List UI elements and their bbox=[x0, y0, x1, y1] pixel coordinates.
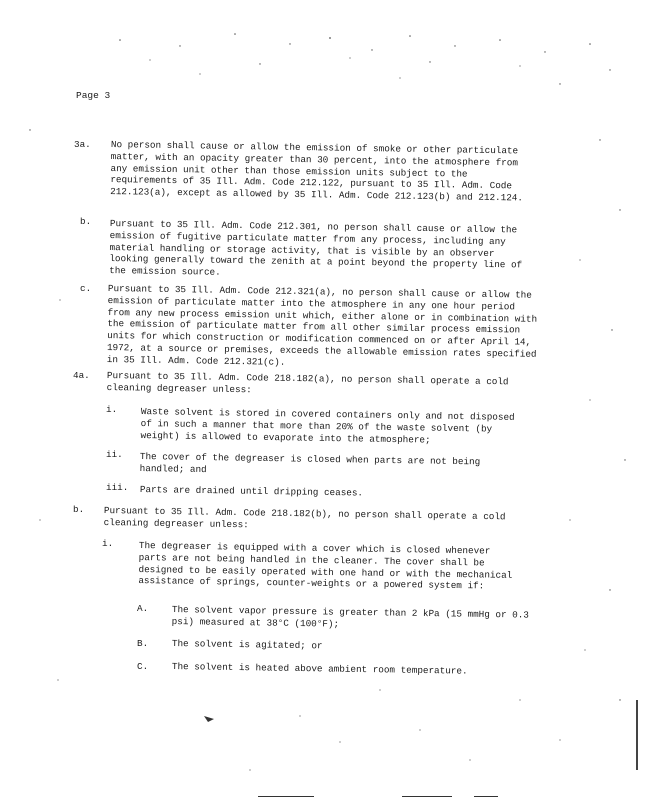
item-4a-i-label: i. bbox=[106, 404, 118, 415]
page-header: Page 3 bbox=[76, 90, 111, 101]
section-4a-label: 4a. bbox=[73, 370, 90, 381]
section-3b-text: Pursuant to 35 Ill. Adm. Code 212.301, no person shall cause or allow the emission of fugitive particulate matter from any process, including any material handling or storage activity, that is visible by an observer looking generally toward the zenith at a point beyond the property line of the emission source. bbox=[109, 218, 523, 278]
item-4a-iii-text: Parts are drained until dripping ceases. bbox=[139, 484, 364, 499]
section-3b-label: b. bbox=[80, 216, 92, 227]
subitem-B-label: B. bbox=[137, 638, 149, 649]
section-3c-text: Pursuant to 35 Ill. Adm. Code 212.321(a), no person shall cause or allow the emission of particulate matter into the atmosphere in any one hour period from any new process emission unit which, either alone or in combination with the emission of particulate matter from all other similar process emission units for which construction or modification commenced on or after April 14, 1972, at a source or premises, exceeds the allowable emission rates specified in 35 Ill. Adm. Code 212.321(c). bbox=[106, 283, 538, 368]
subitem-C-label: C. bbox=[137, 661, 149, 672]
section-3c-label: c. bbox=[80, 283, 92, 294]
item-4a-ii-text: The cover of the degreaser is closed when parts are not being handled; and bbox=[139, 451, 481, 475]
item-4b-i-label: i. bbox=[102, 538, 114, 549]
footer-rule-left bbox=[258, 796, 314, 797]
subitem-B-text: The solvent is agitated; or bbox=[171, 638, 323, 652]
item-4a-iii-label: iii. bbox=[106, 482, 129, 493]
footer-rule-middle bbox=[402, 796, 452, 797]
section-4a-text: Pursuant to 35 Ill. Adm. Code 218.182(a), no person shall operate a cold cleaning degreaser unless: bbox=[106, 370, 509, 396]
item-4a-i-text: Waste solvent is stored in covered containers only and not disposed of in such a manner that more than 20% of the waste solvent (by weight) is allowed to evaporate into the atmosphere; bbox=[140, 406, 515, 446]
section-4b-text: Pursuant to 35 Ill. Adm. Code 218.182(b), no person shall operate a cold cleaning degreaser unless: bbox=[103, 505, 506, 531]
subitem-C-text: The solvent is heated above ambient room temperature. bbox=[171, 661, 468, 677]
section-4b-label: b. bbox=[73, 504, 85, 515]
item-4a-ii-label: ii. bbox=[106, 449, 123, 460]
section-3a-text: No person shall cause or allow the emission of smoke or other particulate matter, with an opacity greater than 30 percent, into the atmosphere from any emission unit other than those emission units subject to the requirements of 35 Ill. Adm. Code 212.122, pursuant to 35 Ill. Adm. Code 212.123(a), except as allowed by 35 Ill. Adm. Code 212.123(b) and 212.124. bbox=[110, 139, 524, 204]
section-3a-label: 3a. bbox=[74, 139, 91, 150]
subitem-A-label: A. bbox=[137, 603, 149, 614]
footer-rule-right bbox=[474, 796, 498, 797]
subitem-A-text: The solvent vapor pressure is greater than 2 kPa (15 mmHg or 0.3 psi) measured at 38°C (100°F); bbox=[171, 604, 530, 630]
item-4b-i-text: The degreaser is equipped with a cover which is closed whenever parts are not being handled in the cleaner. The cover shall be designed to be easily operated with one hand or with the mechanical assistance of springs, counter-weights or a powered system if: bbox=[138, 540, 513, 592]
